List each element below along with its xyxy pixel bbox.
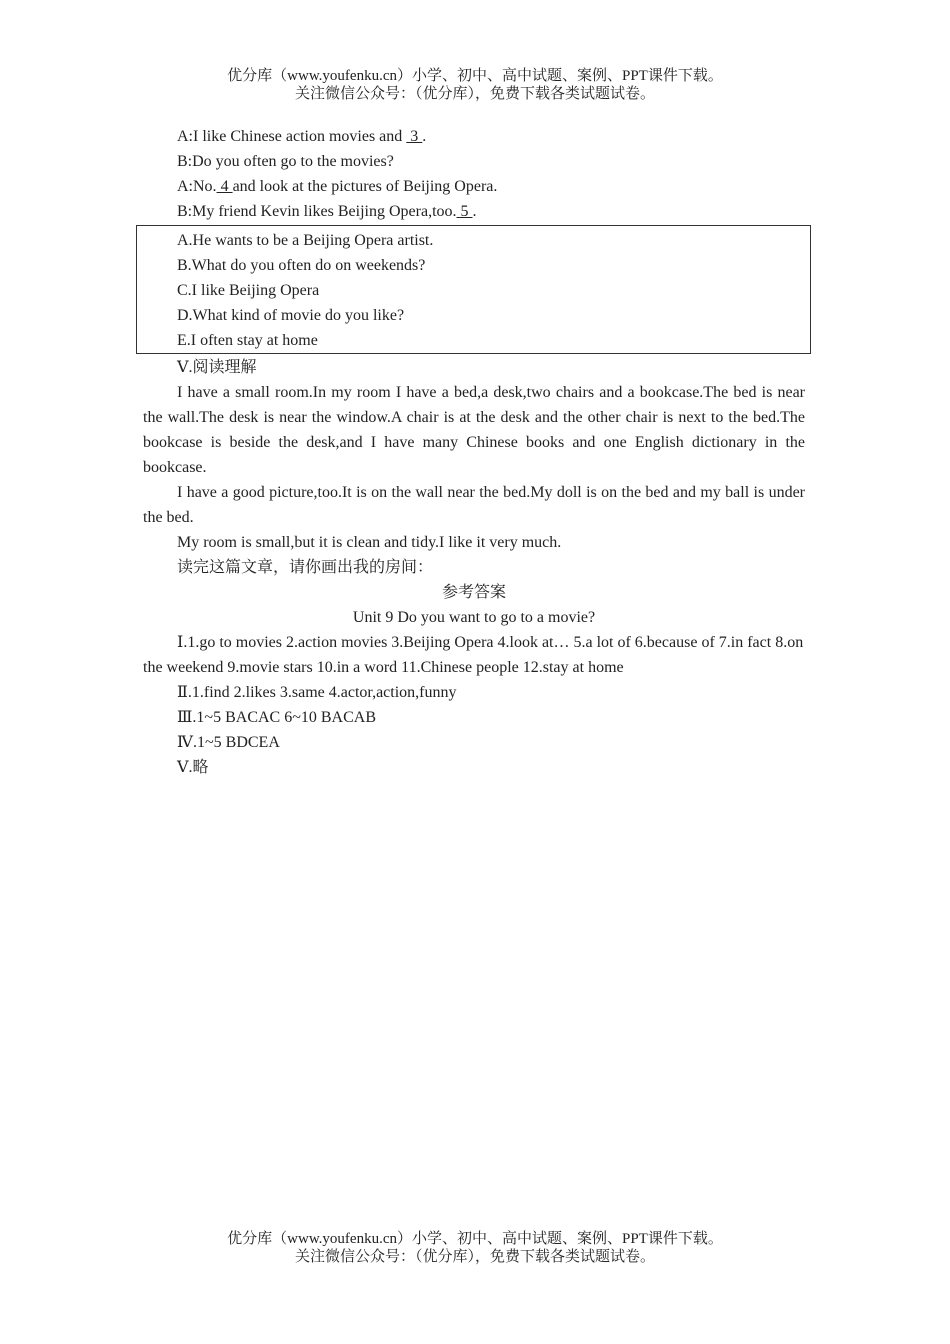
reading-instruction: 读完这篇文章，请你画出我的房间： (177, 559, 434, 576)
dialogue-line-a2 (143, 174, 805, 199)
dialogue-line-b1: B:Do you often go to the movies? (177, 153, 394, 170)
dialogue-line-b2 (143, 199, 805, 224)
option-e: E.I often stay at home (177, 332, 318, 349)
option-c: C.I like Beijing Opera (177, 282, 320, 299)
dialogue-text: and look at the pictures of Beijing Opera. (232, 178, 498, 195)
page-footer (0, 1230, 950, 1266)
unit-title: Unit 9 Do you want to go to a movie? (352, 609, 596, 626)
reading-paragraph-3: My room is small,but it is clean and tidy.I like it very much. (177, 534, 562, 551)
blank-3: 3 (406, 128, 423, 145)
dialogue-text: B:My friend Kevin likes Beijing Opera,too. (177, 203, 457, 220)
dialogue-line-a1 (143, 124, 805, 149)
options-box (136, 225, 811, 354)
reading-paragraph-2: I have a good picture,too.It is on the wall near the bed.My doll is on the bed and my ball is under the bed. (143, 484, 805, 526)
answers-part-2: Ⅱ.1.find 2.likes 3.same 4.actor,action,funny (177, 684, 457, 701)
answers-part-4: Ⅳ.1~5 BDCEA (177, 734, 280, 751)
option-a: A.He wants to be a Beijing Opera artist. (177, 232, 434, 249)
answers-title: 参考答案 (441, 584, 506, 601)
page-header (0, 67, 950, 103)
dialogue-text: . (422, 128, 427, 145)
blank-5: 5 (456, 203, 473, 220)
reading-paragraph-1: I have a small room.In my room I have a bed,a desk,two chairs and a bookcase.The bed is near the wall.The desk is near the window.A chair is at the desk and the other chair is next to the bed.The bookcase is beside the desk,and I have many Chinese books and one English dictionary in the bookcase. (143, 384, 805, 476)
header-line-2: 关注微信公众号：（优分库），免费下载各类试题试卷。 (294, 86, 655, 102)
dialogue-text: . (472, 203, 477, 220)
answers-part-5: Ⅴ.略 (177, 759, 209, 776)
footer-line-2: 关注微信公众号：（优分库），免费下载各类试题试卷。 (294, 1249, 655, 1265)
answers-part-1: Ⅰ.1.go to movies 2.action movies 3.Beijing Opera 4.look at… 5.a lot of 6.because of 7.in fact 8.on the weekend 9.movie stars 10.in a word 11.Chinese people 12.stay at home (143, 634, 804, 676)
dialogue-text: A:I like Chinese action movies and (177, 128, 407, 145)
header-line-1: 优分库（www.youfenku.cn）小学、初中、高中试题、案例、PPT课件下载。 (227, 68, 723, 84)
document-body (143, 124, 805, 780)
blank-4: 4 (216, 178, 233, 195)
footer-line-1: 优分库（www.youfenku.cn）小学、初中、高中试题、案例、PPT课件下载。 (227, 1231, 723, 1247)
dialogue-text: A:No. (177, 178, 217, 195)
answers-part-3: Ⅲ.1~5 BACAC 6~10 BACAB (177, 709, 376, 726)
reading-heading: Ⅴ.阅读理解 (177, 359, 257, 376)
option-d: D.What kind of movie do you like? (177, 307, 405, 324)
option-b: B.What do you often do on weekends? (177, 257, 426, 274)
